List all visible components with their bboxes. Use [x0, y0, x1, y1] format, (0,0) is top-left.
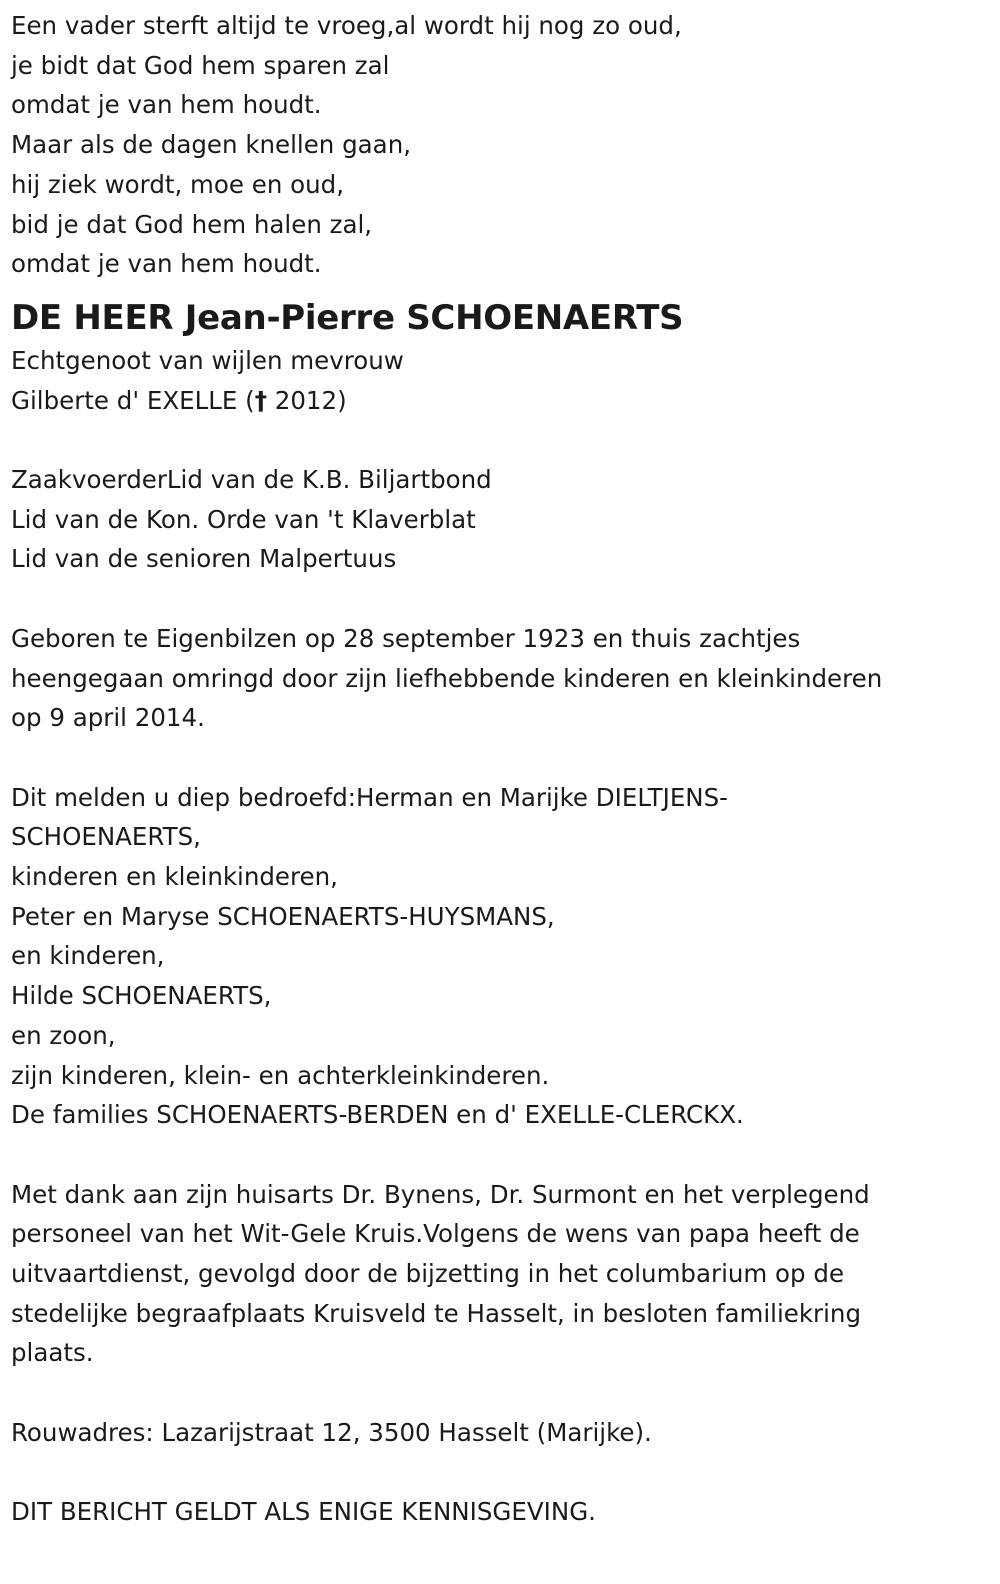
spacer — [11, 420, 986, 460]
birth-death-paragraph — [11, 619, 986, 738]
role-line: ZaakvoerderLid van de K.B. Biljartbond — [11, 465, 492, 495]
mourner-line: en zoon, — [11, 1020, 116, 1050]
spacer — [11, 579, 986, 619]
paragraph-line: personeel van het Wit-Gele Kruis.Volgens de wens van papa heeft de — [11, 1219, 860, 1249]
spacer — [11, 1135, 986, 1175]
poem-line: bid je dat God hem halen zal, — [11, 209, 373, 239]
mourner-line: en kinderen, — [11, 941, 165, 971]
obituary-document — [11, 6, 986, 1532]
poem-line: omdat je van hem houdt. — [11, 90, 322, 120]
roles — [11, 460, 986, 579]
mourning-address: Rouwadres: Lazarijstraat 12, 3500 Hasselt (Marijke). — [11, 1417, 652, 1447]
poem-line: je bidt dat God hem sparen zal — [11, 50, 390, 80]
paragraph-line: stedelijke begraafplaats Kruisveld te Hasselt, in besloten familiekring — [11, 1298, 862, 1328]
paragraph-line: Geboren te Eigenbilzen op 28 september 1923 en thuis zachtjes — [11, 623, 801, 653]
mourner-line: De families SCHOENAERTS-BERDEN en d' EXELLE-CLERCKX. — [11, 1100, 744, 1130]
paragraph-line: Met dank aan zijn huisarts Dr. Bynens, Dr. Surmont en het verplegend — [11, 1179, 870, 1209]
mourner-line: Dit melden u diep bedroefd:Herman en Marijke DIELTJENS- — [11, 782, 729, 812]
mourner-line: zijn kinderen, klein- en achterkleinkinderen. — [11, 1060, 550, 1090]
paragraph-line: op 9 april 2014. — [11, 703, 205, 733]
poem-line: Maar als de dagen knellen gaan, — [11, 130, 412, 160]
paragraph-line: uitvaartdienst, gevolgd door de bijzetting in het columbarium op de — [11, 1259, 845, 1289]
paragraph-line: heengegaan omringd door zijn liefhebbende kinderen en kleinkinderen — [11, 663, 883, 693]
thanks-paragraph — [11, 1175, 986, 1374]
poem — [11, 6, 986, 284]
role-line: Lid van de Kon. Orde van 't Klaverblat — [11, 504, 476, 534]
spouse-death-year: 2012) — [266, 385, 347, 415]
mourner-line: Peter en Maryse SCHOENAERTS-HUYSMANS, — [11, 901, 555, 931]
spouse-name-line — [11, 381, 986, 421]
spouse-name: Gilberte d' EXELLE ( — [11, 385, 255, 415]
spacer — [11, 738, 986, 778]
poem-line: hij ziek wordt, moe en oud, — [11, 169, 345, 199]
role-line: Lid van de senioren Malpertuus — [11, 544, 397, 574]
poem-line: omdat je van hem houdt. — [11, 249, 322, 279]
mourner-line: Hilde SCHOENAERTS, — [11, 981, 272, 1011]
mourners-list — [11, 778, 986, 1135]
deceased-name-heading: DE HEER Jean-Pierre SCHOENAERTS — [11, 297, 684, 338]
paragraph-line: plaats. — [11, 1338, 94, 1368]
poem-line: Een vader sterft altijd te vroeg,al wordt hij nog zo oud, — [11, 11, 682, 40]
spouse-info — [11, 341, 986, 420]
notice-line: DIT BERICHT GELDT ALS ENIGE KENNISGEVING. — [11, 1497, 596, 1527]
spouse-line: Echtgenoot van wijlen mevrouw — [11, 345, 404, 375]
cross-icon: † — [254, 385, 267, 415]
spacer — [11, 1373, 986, 1413]
mourner-line: kinderen en kleinkinderen, — [11, 862, 338, 892]
spacer — [11, 1453, 986, 1493]
mourner-line: SCHOENAERTS, — [11, 822, 201, 852]
